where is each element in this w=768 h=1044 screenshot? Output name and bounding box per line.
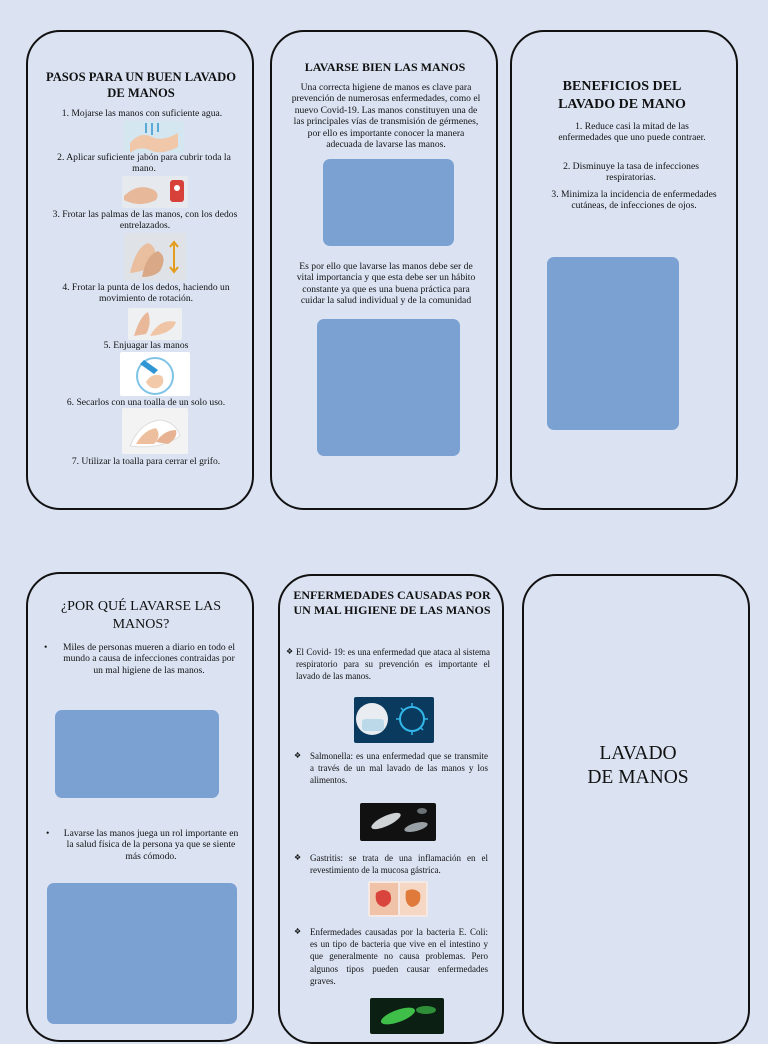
image-placeholder	[547, 257, 679, 430]
step-2: 2. Aplicar suficiente jabón para cubrir toda la mano.	[57, 152, 231, 175]
enfermedades-title: ENFERMEDADES CAUSADAS POR UN MAL HIGIENE DE LAS MANOS	[293, 588, 491, 617]
panel-lavarse	[270, 30, 498, 510]
lavarse-paragraph-1: Una correcta higiene de manos es clave para prevención de numerosas enfermedades, como el nuevo Covid-19. Las manos constituyen una de las principales vías de transmisión de gérmenes, por ello es importante conocer la manera adecuada de lavarse las manos.	[291, 82, 481, 151]
panel-pasos	[26, 30, 254, 510]
virus-mask-icon	[354, 697, 434, 743]
step-4: 4. Frotar la punta de los dedos, haciendo un movimiento de rotación.	[62, 282, 230, 305]
fingertips-icon	[128, 308, 182, 340]
diamond-bullet-icon: ❖	[286, 647, 294, 656]
porque-bullet-1-text: Miles de personas mueren a diario en todo el mundo a causa de infecciones contraidas por un mal higiene de las manos.	[62, 642, 236, 676]
image-placeholder	[55, 710, 219, 798]
image-placeholder	[317, 319, 460, 456]
step-5: 5. Enjuagar las manos	[103, 340, 189, 351]
enfermedad-salmonella: ❖ Salmonella: es una enfermedad que se transmite a través de un mal lavado de las manos y los alimentos.	[294, 751, 488, 786]
porque-title: ¿POR QUÉ LAVARSE LAS MANOS?	[60, 599, 222, 632]
porque-bullet-1: • Miles de personas mueren a diario en todo el mundo a causa de infecciones contraidas por un mal higiene de las manos.	[44, 642, 240, 676]
diamond-bullet-icon: ❖	[294, 927, 302, 936]
towel-icon	[122, 408, 188, 454]
step-6: 6. Secarlos con una toalla de un solo uso.	[66, 397, 226, 408]
panel-enfermedades	[278, 574, 504, 1044]
panel-cover	[522, 574, 750, 1044]
beneficios-title: BENEFICIOS DEL LAVADO DE MANO	[558, 79, 686, 112]
cover-title	[534, 742, 742, 790]
cover-title-line-1: LAVADO	[599, 743, 677, 764]
cover-title-line-2: DE MANOS	[587, 767, 689, 788]
beneficio-2: 2. Disminuye la tasa de infecciones respiratorias.	[563, 161, 699, 184]
image-placeholder	[47, 883, 237, 1024]
lavarse-title: LAVARSE BIEN LAS MANOS	[304, 60, 466, 74]
panel-beneficios	[510, 30, 738, 510]
diamond-bullet-icon: ❖	[294, 853, 302, 862]
stomach-icon	[368, 881, 428, 917]
step-1: 1. Mojarse las manos con suficiente agua.	[61, 108, 223, 119]
hands-water-icon	[124, 121, 184, 153]
enfermedad-ecoli: ❖ Enfermedades causadas por la bacteria E. Coli: es un tipo de bacteria que vive en el intestino y que generalmente no causa problemas. Pero algunos tipos pueden causar enfermedades graves.	[294, 927, 488, 986]
enfermedad-gastritis: ❖ Gastritis: se trata de una inflamación en el revestimiento de la mucosa gástrica.	[294, 853, 488, 876]
beneficio-1: 1. Reduce casi la mitad de las enfermedades que uno puede contraer.	[558, 121, 706, 144]
step-3: 3. Frotar las palmas de las manos, con los dedos entrelazados.	[52, 209, 238, 232]
image-placeholder	[323, 159, 454, 246]
step-7: 7. Utilizar la toalla para cerrar el grifo.	[71, 456, 221, 467]
palms-rub-icon	[124, 233, 186, 281]
bacteria-icon	[360, 803, 436, 841]
lavarse-paragraph-2: Es por ello que lavarse las manos debe ser de vital importancia y que esta debe ser un hábito constante ya que es una buena práctica para cuidar la salud individual y de la comunidad	[296, 261, 476, 307]
rinse-icon	[120, 352, 190, 396]
porque-bullet-2-text: Lavarse las manos juega un rol importante en la salud física de la persona ya que se siente más cómodo.	[63, 828, 239, 862]
panel-porque	[26, 572, 254, 1042]
hands-soap-icon	[122, 176, 188, 208]
ecoli-icon	[370, 998, 444, 1034]
pasos-title: PASOS PARA UN BUEN LAVADO DE MANOS	[45, 70, 237, 100]
enfermedad-covid: ❖ El Covid- 19: es una enfermedad que ataca al sistema respiratorio para su prevención es importante el lavado de las manos.	[286, 647, 490, 682]
diamond-bullet-icon: ❖	[294, 751, 302, 760]
porque-bullet-2: • Lavarse las manos juega un rol importante en la salud física de la persona ya que se siente más cómodo.	[46, 828, 242, 862]
beneficio-3: 3. Minimiza la incidencia de enfermedades cutáneas, de infecciones de ojos.	[551, 189, 717, 212]
